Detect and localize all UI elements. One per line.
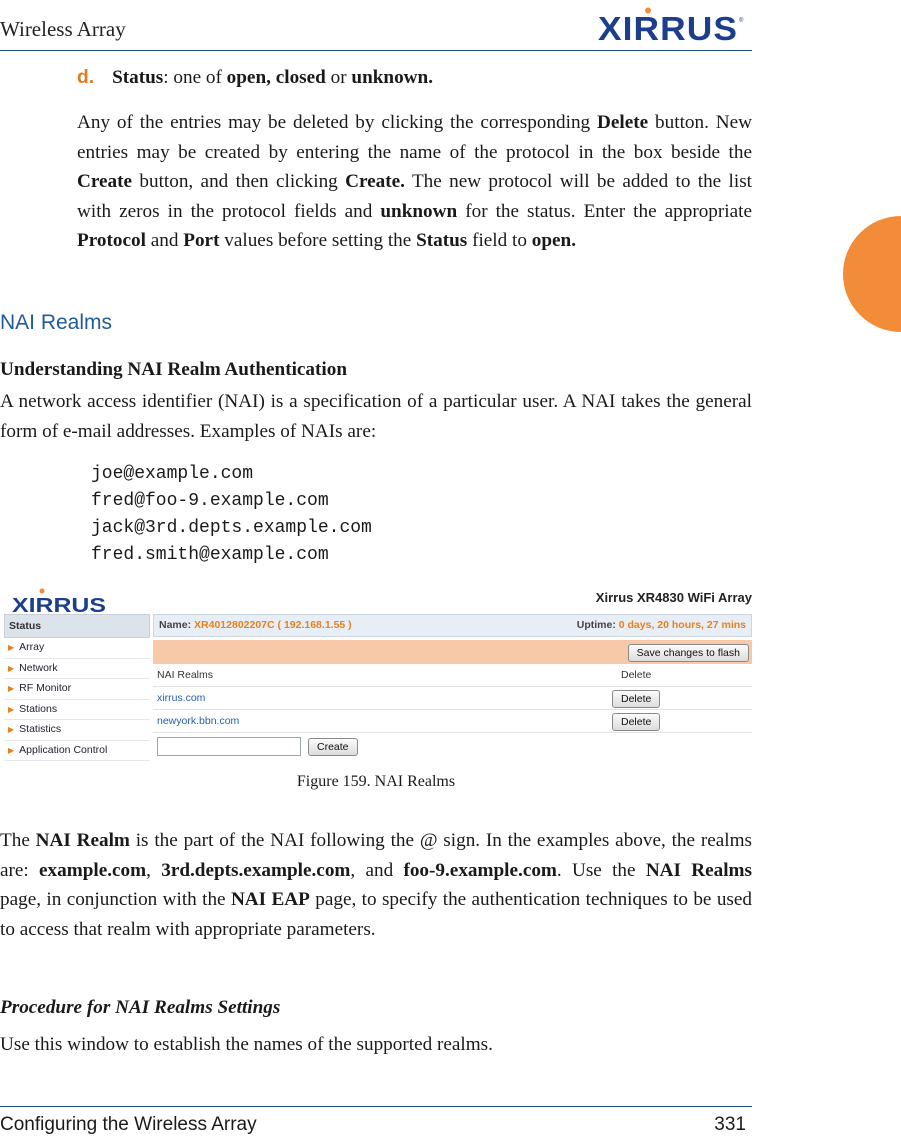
table-header xyxy=(153,664,752,687)
array-ip: ( 192.168.1.55 ) xyxy=(277,619,352,631)
new-realm-input[interactable] xyxy=(157,737,301,756)
procedure-text: Use this window to establish the names of the supported realms. xyxy=(0,1034,493,1055)
uptime: Uptime: 0 days, 20 hours, 27 mins xyxy=(576,619,746,631)
triangle-right-icon: ▶ xyxy=(8,663,15,673)
header-rule xyxy=(0,50,752,51)
main-panel xyxy=(153,614,752,762)
example-line: jack@3rd.depts.example.com xyxy=(91,518,372,538)
step-values: open, closed xyxy=(226,67,326,88)
step-text: : one of xyxy=(163,67,227,88)
new-realm-row xyxy=(153,733,752,759)
product-title: Xirrus XR4830 WiFi Array xyxy=(595,590,752,605)
example-line: fred.smith@example.com xyxy=(91,545,329,565)
example-line: joe@example.com xyxy=(91,464,254,484)
nai-examples xyxy=(91,461,372,569)
table-row xyxy=(153,710,752,733)
step-d xyxy=(77,67,433,89)
sidebar xyxy=(4,614,150,762)
column-header-realms: NAI Realms xyxy=(157,669,214,681)
realm-name[interactable]: newyork.bbn.com xyxy=(157,715,240,727)
step-field: Status xyxy=(112,67,164,88)
svg-text:®: ® xyxy=(739,18,744,24)
nai-realms-screenshot xyxy=(4,580,752,762)
sidebar-item-stations[interactable]: ▶ Stations xyxy=(4,700,150,721)
sidebar-item-array[interactable]: ▶ Array xyxy=(4,638,150,659)
section-title: NAI Realms xyxy=(0,311,113,334)
save-bar xyxy=(153,640,752,664)
running-header-title: Wireless Array xyxy=(0,17,126,41)
paragraph-nai-realm: The NAI Realm is the part of the NAI following the @ sign. In the examples above, the realms are: example.com, 3rd.depts.example.com, and foo-9.example.com. Use the NAI Realms page, in conjunction with the NAI EAP page, to specify the authentication techniques to be used to access that realm with appropriate parameters. xyxy=(0,830,753,940)
realm-name[interactable]: xirrus.com xyxy=(157,692,206,704)
triangle-right-icon: ▶ xyxy=(8,643,15,652)
figure-xirrus-logo xyxy=(10,584,110,614)
step-text: or xyxy=(325,67,352,88)
svg-text:XIRRUS: XIRRUS xyxy=(12,595,106,614)
sidebar-item-application-control[interactable]: ▶ Application Control xyxy=(4,741,150,762)
delete-button[interactable]: Delete xyxy=(612,690,660,708)
paragraph-delete-create: Any of the entries may be deleted by clicking the corresponding Delete button. New entries may be created by entering the name of the protocol in the box beside the Create button, and then clicking Create. The new protocol will be added to the list with zeros in the protocol fields and unknown for the status. Enter the appropriate Protocol and Port values before setting the Status field to open. xyxy=(77,112,752,251)
example-line: fred@foo-9.example.com xyxy=(91,491,329,511)
sidebar-item-statistics[interactable]: ▶ Statistics xyxy=(4,720,150,741)
sidebar-item-rf-monitor[interactable]: ▶ RF Monitor xyxy=(4,679,150,700)
footer-rule xyxy=(0,1106,752,1107)
paragraph-nai-definition: A network access identifier (NAI) is a specification of a particular user. A NAI takes the general form of e-mail addresses. Examples of NAIs are: xyxy=(0,391,752,442)
delete-button-wrap xyxy=(612,690,660,708)
step-letter: d. xyxy=(77,67,95,88)
triangle-right-icon: ▶ xyxy=(8,704,15,714)
figure-caption: Figure 159. NAI Realms xyxy=(296,773,456,790)
procedure-heading: Procedure for NAI Realms Settings xyxy=(0,997,281,1018)
name-label: Name: xyxy=(159,619,192,631)
triangle-right-icon: ▶ xyxy=(8,725,15,734)
create-button[interactable]: Create xyxy=(308,738,358,756)
page-number: 331 xyxy=(714,1114,746,1135)
array-name: XR4012802207C xyxy=(194,619,275,631)
delete-button[interactable]: Delete xyxy=(612,713,660,731)
step-value-last: unknown. xyxy=(351,67,434,88)
sidebar-status[interactable]: Status xyxy=(4,614,150,638)
xirrus-logo xyxy=(598,6,746,42)
triangle-right-icon: ▶ xyxy=(8,684,15,693)
column-header-delete: Delete xyxy=(621,669,652,681)
triangle-right-icon: ▶ xyxy=(8,745,15,755)
delete-button-wrap xyxy=(612,713,660,731)
chapter-tab-marker xyxy=(843,216,901,332)
save-to-flash-button[interactable]: Save changes to flash xyxy=(628,644,749,662)
svg-text:XIRRUS: XIRRUS xyxy=(598,10,738,42)
name-bar xyxy=(153,614,752,637)
table-row xyxy=(153,687,752,710)
subheading: Understanding NAI Realm Authentication xyxy=(0,359,348,380)
sidebar-item-network[interactable]: ▶ Network xyxy=(4,659,150,680)
footer-chapter: Configuring the Wireless Array xyxy=(0,1114,257,1135)
